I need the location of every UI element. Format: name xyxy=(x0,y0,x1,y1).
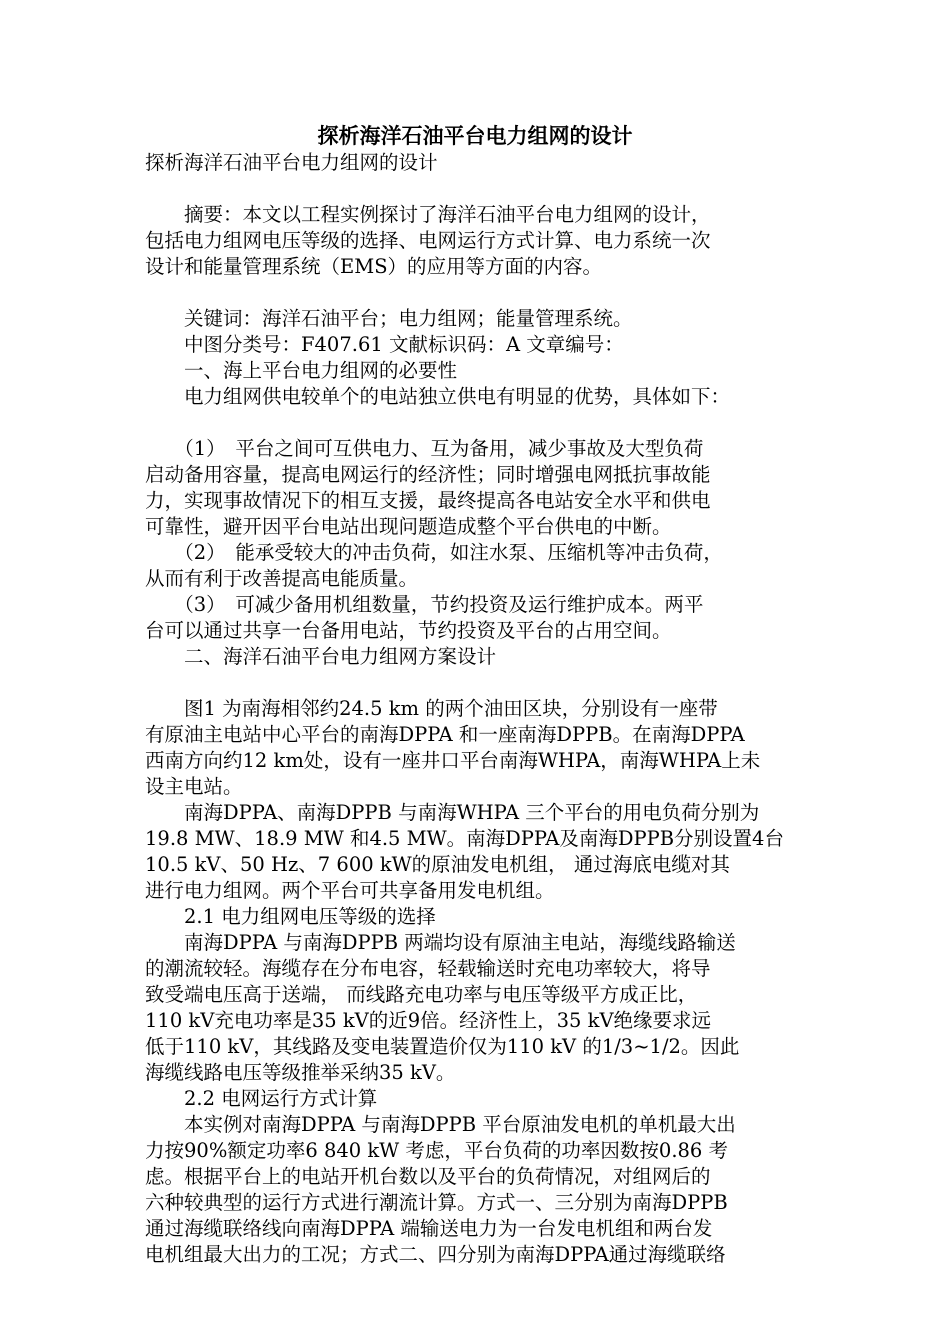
document-title: 探析海洋石油平台电力组网的设计 xyxy=(317,123,633,148)
text-line: 进行电力组网。两个平台可共享备用发电机组。 xyxy=(145,879,555,902)
paragraph-gap xyxy=(145,176,805,202)
paragraph-gap xyxy=(145,670,805,696)
paragraph-gap xyxy=(145,280,805,306)
text-line: 有原油主电站中心平台的南海DPPA 和一座南海DPPB。在南海DPPA xyxy=(145,723,745,746)
text-line: 2.2 电网运行方式计算 xyxy=(145,1087,378,1110)
text-line: 摘要：本文以工程实例探讨了海洋石油平台电力组网的设计， xyxy=(145,203,711,226)
text-line: 2.1 电力组网电压等级的选择 xyxy=(145,905,436,928)
text-line: （2） 能承受较大的冲击负荷，如注水泵、压缩机等冲击负荷， xyxy=(145,541,723,564)
text-line: 台可以通过共享一台备用电站，节约投资及平台的占用空间。 xyxy=(145,619,672,642)
text-line: 致受端电压高于送端， 而线路充电功率与电压等级平方成正比， xyxy=(145,983,698,1006)
text-line: 六种较典型的运行方式进行潮流计算。方式一、三分别为南海DPPB xyxy=(145,1191,728,1214)
text-line: 南海DPPA 与南海DPPB 两端均设有原油主电站，海缆线路输送 xyxy=(145,931,736,954)
text-line: 19.8 MW、18.9 MW 和4.5 MW。南海DPPA及南海DPPB分别设置4台 xyxy=(145,827,784,850)
text-line: 海缆线路电压等级推举采纳35 kV。 xyxy=(145,1061,456,1084)
text-line: 关键词：海洋石油平台；电力组网；能量管理系统。 xyxy=(145,307,633,330)
text-line: （3） 可减少备用机组数量，节约投资及运行维护成本。两平 xyxy=(145,593,704,616)
text-line: 包括电力组网电压等级的选择、电网运行方式计算、电力系统一次 xyxy=(145,229,711,252)
text-line: 一、海上平台电力组网的必要性 xyxy=(145,359,458,382)
text-line: 电机组最大出力的工况；方式二、四分别为南海DPPA通过海缆联络 xyxy=(145,1243,726,1266)
text-line: 图1 为南海相邻约24.5 km 的两个油田区块，分别设有一座带 xyxy=(145,697,718,720)
paragraph-gap xyxy=(145,410,805,436)
text-line: 西南方向约12 km处，设有一座井口平台南海WHPA，南海WHPA上未 xyxy=(145,749,761,772)
text-line: 设主电站。 xyxy=(145,775,243,798)
text-line: 低于110 kV，其线路及变电装置造价仅为110 kV 的1/3~1/2。因此 xyxy=(145,1035,740,1058)
text-line: 本实例对南海DPPA 与南海DPPB 平台原油发电机的单机最大出 xyxy=(145,1113,736,1136)
text-line: 中图分类号：F407.61 文献标识码：A 文章编号： xyxy=(145,333,624,356)
text-line: 电力组网供电较单个的电站独立供电有明显的优势，具体如下： xyxy=(145,385,731,408)
text-line: 通过海缆联络线向南海DPPA 端输送电力为一台发电机组和两台发 xyxy=(145,1217,713,1240)
text-line: 南海DPPA、南海DPPB 与南海WHPA 三个平台的用电负荷分别为 xyxy=(145,801,760,824)
text-line: 的潮流较轻。海缆存在分布电容，轻载输送时充电功率较大，将导 xyxy=(145,957,711,980)
text-line: 可靠性，避开因平台电站出现问题造成整个平台供电的中断。 xyxy=(145,515,672,538)
document-body xyxy=(145,150,805,1268)
text-line: 110 kV充电功率是35 kV的近9倍。经济性上，35 kV绝缘要求远 xyxy=(145,1009,712,1032)
text-line: 力，实现事故情况下的相互支援，最终提高各电站安全水平和供电 xyxy=(145,489,711,512)
text-line: 力按90%额定功率6 840 kW 考虑，平台负荷的功率因数按0.86 考 xyxy=(145,1139,729,1162)
text-line: （1） 平台之间可互供电力、互为备用，减少事故及大型负荷 xyxy=(145,437,704,460)
text-line: 虑。根据平台上的电站开机台数以及平台的负荷情况，对组网后的 xyxy=(145,1165,711,1188)
text-line: 二、海洋石油平台电力组网方案设计 xyxy=(145,645,497,668)
text-line: 10.5 kV、50 Hz、7 600 kW的原油发电机组， 通过海底电缆对其 xyxy=(145,853,730,876)
text-line: 设计和能量管理系统（EMS）的应用等方面的内容。 xyxy=(145,255,603,278)
text-line: 探析海洋石油平台电力组网的设计 xyxy=(145,151,438,174)
text-line: 启动备用容量，提高电网运行的经济性；同时增强电网抵抗事故能 xyxy=(145,463,711,486)
text-line: 从而有利于改善提高电能质量。 xyxy=(145,567,419,590)
